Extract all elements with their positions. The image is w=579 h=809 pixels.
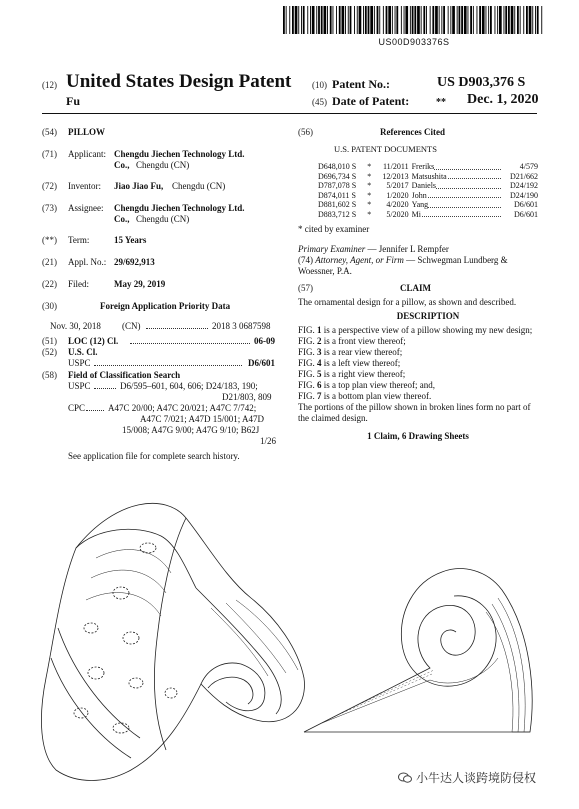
cpc-value-2: A47C 7/021; A47D 15/001; A47D — [140, 414, 265, 424]
barcode-bar — [312, 6, 315, 34]
claim-title: CLAIM — [400, 283, 431, 293]
ref-date: 11/2011 — [382, 162, 409, 171]
barcode-bar — [423, 6, 425, 34]
code-74: (74) — [298, 255, 313, 265]
barcode-bar — [452, 6, 455, 34]
description-item — [298, 369, 538, 380]
barcode-bar — [363, 6, 364, 34]
field-72 — [42, 181, 282, 203]
barcode-bar — [541, 6, 542, 34]
ref-date: 5/2017 — [386, 181, 409, 190]
code-10: (10) — [312, 80, 327, 90]
barcode-bar — [426, 6, 427, 34]
barcode-bar — [374, 6, 375, 34]
barcode-bar — [359, 6, 362, 34]
inventor-short: Fu — [66, 94, 81, 108]
ref-class: D24/192 — [510, 181, 538, 190]
barcode-bar — [473, 6, 474, 34]
ref-number: D883,712 S — [318, 209, 357, 219]
barcode-bar — [388, 6, 391, 34]
barcode-bar — [470, 6, 472, 34]
barcode-bar — [430, 6, 431, 34]
barcode-bar — [532, 6, 533, 34]
reference-row — [318, 181, 538, 191]
ref-star: * — [367, 181, 372, 190]
field-58 — [42, 370, 282, 381]
cpc-value-1: A47C 20/00; A47C 20/021; A47C 7/742; — [108, 403, 257, 413]
code-73: (73) — [42, 203, 57, 213]
barcode-bar — [327, 6, 328, 34]
barcode-bar — [383, 6, 384, 34]
examiner-line — [298, 244, 538, 255]
cpc-value-3: 15/008; A47G 9/00; A47G 9/10; B62J — [122, 425, 260, 435]
uspc-row — [42, 358, 282, 370]
barcode-number: US00D903376S — [378, 37, 450, 47]
ref-number: D648,010 S — [318, 162, 357, 171]
barcode-graphic — [283, 6, 545, 34]
fig-description: is a rear view thereof; — [321, 347, 403, 357]
attorney-label: Attorney, Agent, or Firm — [315, 255, 404, 265]
barcode-bar — [499, 6, 502, 34]
field-30 — [42, 301, 282, 321]
code-71: (71) — [42, 149, 57, 159]
barcode-bar — [298, 6, 299, 34]
fig-description: is a right view thereof; — [321, 369, 406, 379]
term-value: 15 Years — [114, 235, 147, 245]
references-title: References Cited — [380, 127, 446, 137]
barcode-bar — [321, 6, 323, 34]
barcode-bar — [336, 6, 337, 34]
reference-row — [318, 191, 538, 201]
us-patent-docs — [298, 144, 538, 162]
description-item — [298, 325, 538, 336]
field-51 — [42, 336, 282, 347]
barcode-bar — [395, 6, 396, 34]
dot-leader — [412, 216, 501, 217]
assignee-label: Assignee: — [68, 203, 104, 213]
attorney-line — [298, 255, 538, 266]
barcode-bar — [504, 6, 505, 34]
appl-no-value: 29/692,913 — [114, 257, 155, 267]
ref-name-text: John — [411, 190, 427, 200]
cpc-label: CPC — [68, 403, 86, 413]
barcode-bar — [301, 6, 302, 34]
barcode-bar — [348, 6, 349, 34]
pillow-side-drawing — [302, 560, 540, 735]
ref-date: 4/2020 — [386, 200, 409, 209]
barcode-bar — [377, 6, 379, 34]
ref-name — [412, 200, 503, 210]
barcode-bar — [535, 6, 536, 34]
left-column — [42, 127, 282, 463]
barcode-bar — [354, 6, 355, 34]
barcode-bar — [286, 6, 287, 34]
reference-row — [318, 200, 538, 210]
fig-description: is a perspective view of a pillow showing my new design; — [321, 325, 533, 335]
ref-number: D881,602 S — [318, 200, 357, 209]
assignee-location: Chengdu (CN) — [136, 214, 190, 224]
code-58: (58) — [42, 370, 57, 380]
filed-label: Filed: — [68, 279, 90, 289]
fig-number: 6 — [317, 380, 322, 390]
fig-prefix: FIG. — [298, 347, 318, 357]
ref-name-text: Daniels — [411, 181, 437, 190]
description-item — [298, 336, 538, 347]
search-uspc — [42, 381, 282, 403]
barcode-bar — [486, 6, 487, 34]
ref-star: * — [367, 209, 372, 219]
applicant-name-2: Co., — [114, 160, 130, 170]
description-item — [298, 391, 538, 402]
barcode-bar — [421, 6, 422, 34]
patent-no-label: Patent No.: — [332, 77, 390, 91]
barcode-bar — [526, 6, 528, 34]
wechat-icon — [398, 772, 412, 784]
barcode-bar — [357, 6, 358, 34]
barcode-bar — [417, 6, 420, 34]
barcode-bar — [292, 6, 294, 34]
ref-name — [412, 162, 503, 172]
reference-row — [318, 210, 538, 220]
ref-star: * — [367, 200, 372, 209]
examiner-label: Primary Examiner — [298, 244, 366, 254]
priority-title: Foreign Application Priority Data — [100, 301, 231, 311]
fig-description: is a bottom plan view thereof. — [321, 391, 432, 401]
code-22: (22) — [42, 279, 57, 289]
loc-label: LOC (12) Cl. — [68, 336, 119, 346]
barcode-bar — [511, 6, 514, 34]
barcode-bar — [401, 6, 402, 34]
watermark-text: 小牛达人谈跨境防侵权 — [416, 771, 537, 785]
priority-number: 2018 3 0687598 — [212, 321, 271, 331]
ref-number: D787,078 S — [318, 181, 357, 190]
ref-date: 5/2020 — [386, 209, 409, 219]
search-cpc — [42, 403, 282, 451]
fig-description: is a front view thereof; — [321, 336, 406, 346]
barcode-bar — [523, 6, 524, 34]
barcode-bar — [459, 6, 461, 34]
ref-star: * — [367, 171, 372, 181]
fig-prefix: FIG. — [298, 369, 318, 379]
field-57 — [298, 283, 538, 297]
description-item — [298, 358, 538, 369]
attorney-line-2: Woessner, P.A. — [298, 266, 352, 276]
field-73 — [42, 203, 282, 235]
ref-name-text: Mi — [411, 209, 421, 219]
barcode-bar — [508, 6, 510, 34]
barcode-bar — [404, 6, 405, 34]
reference-row — [318, 162, 538, 172]
barcode-bar — [342, 6, 345, 34]
dot-leader — [146, 328, 208, 329]
uspc-label: USPC — [68, 358, 91, 368]
barcode-bar — [461, 6, 463, 34]
code-54: (54) — [42, 127, 57, 137]
dot-leader — [130, 343, 250, 344]
fig-number: 3 — [317, 347, 322, 357]
ref-name — [412, 191, 503, 201]
cited-note: * cited by examiner — [298, 224, 370, 234]
barcode-bar — [295, 6, 298, 34]
dot-leader — [86, 410, 104, 411]
header-rule — [42, 113, 537, 114]
priority-date: Nov. 30, 2018 — [50, 321, 101, 331]
fig-description: is a left view thereof; — [321, 358, 401, 368]
claims-sheets: 1 Claim, 6 Drawing Sheets — [367, 431, 469, 441]
attorney-name: — Schwegman Lundberg & — [406, 255, 508, 265]
barcode-bar — [405, 6, 408, 34]
barcode-bar — [514, 6, 515, 34]
ref-class: D6/601 — [514, 200, 538, 209]
description-title: DESCRIPTION — [396, 311, 460, 321]
barcode-bar — [517, 6, 519, 34]
field-search-label: Field of Classification Search — [68, 370, 181, 380]
ref-class: 4/579 — [519, 162, 538, 171]
barcode-bar — [310, 6, 311, 34]
field-71 — [42, 149, 282, 181]
ref-name — [412, 210, 503, 220]
us-patent-docs-title: U.S. PATENT DOCUMENTS — [334, 144, 437, 154]
barcode-bar — [505, 6, 507, 34]
barcode-bar — [479, 6, 481, 34]
priority-row — [42, 321, 282, 336]
inventor-name: Jiao Jiao Fu, — [114, 181, 164, 191]
filed-value: May 29, 2019 — [114, 279, 166, 289]
barcode-bar — [490, 6, 492, 34]
barcode-bar — [386, 6, 388, 34]
field-52 — [42, 347, 282, 358]
ref-class: D24/190 — [510, 190, 538, 200]
dot-leader — [94, 365, 242, 366]
patent-type: United States Design Patent — [66, 71, 292, 92]
uspc-value: D6/601 — [248, 358, 275, 368]
barcode-bar — [392, 6, 393, 34]
title-pillow: PILLOW — [68, 127, 106, 137]
barcode-bar — [435, 6, 438, 34]
cpc-value-4: 1/26 — [260, 436, 277, 446]
loc-value: 06-09 — [254, 336, 275, 346]
fig-description: is a top plan view thereof; and, — [321, 380, 435, 390]
barcode-bar — [318, 6, 320, 34]
ref-class: D6/601 — [514, 209, 538, 219]
barcode — [283, 6, 545, 34]
code-30: (30) — [42, 301, 57, 311]
code-term: (**) — [42, 235, 57, 245]
ref-name-text: Freriks — [411, 162, 435, 171]
fig-prefix: FIG. — [298, 391, 318, 401]
fig-number: 2 — [317, 336, 322, 346]
barcode-bar — [410, 6, 411, 34]
claim-text: The ornamental design for a pillow, as shown and described. — [298, 297, 517, 307]
ref-date: 1/2020 — [386, 190, 409, 200]
barcode-bar — [412, 6, 414, 34]
search-uspc-label: USPC — [68, 381, 91, 391]
barcode-bar — [283, 6, 285, 34]
code-21: (21) — [42, 257, 57, 267]
fig-number: 5 — [317, 369, 322, 379]
barcode-bar — [432, 6, 434, 34]
field-22 — [42, 279, 282, 301]
search-uspc-value: D6/595–601, 604, 606; D24/183, 190; — [120, 381, 258, 391]
barcode-bar — [333, 6, 334, 34]
barcode-bar — [439, 6, 440, 34]
barcode-bar — [345, 6, 346, 34]
ref-number: D874,011 S — [318, 190, 356, 200]
barcode-bar — [339, 6, 341, 34]
assignee-name: Chengdu Jiechen Technology Ltd. — [114, 203, 245, 213]
barcode-bar — [370, 6, 373, 34]
description-item — [298, 380, 538, 391]
dot-leader — [94, 388, 116, 389]
barcode-bar — [482, 6, 485, 34]
fig-number: 4 — [317, 358, 322, 368]
code-72: (72) — [42, 181, 57, 191]
barcode-bar — [497, 6, 498, 34]
description-list — [298, 325, 538, 402]
search-history-note — [42, 451, 282, 463]
barcode-bar — [520, 6, 521, 34]
code-12: (12) — [42, 80, 57, 90]
applicant-label: Applicant: — [68, 149, 106, 159]
fig-prefix: FIG. — [298, 336, 318, 346]
barcode-bar — [368, 6, 370, 34]
reference-row — [318, 172, 538, 182]
patent-number: US D903,376 S — [437, 75, 526, 90]
barcode-bar — [307, 6, 308, 34]
barcode-bar — [495, 6, 496, 34]
barcode-bar — [396, 6, 398, 34]
barcode-bar — [324, 6, 327, 34]
see-application-text: See application file for complete search history. — [68, 451, 240, 461]
fig-number: 1 — [317, 325, 322, 335]
barcode-bar — [443, 6, 445, 34]
barcode-bar — [477, 6, 478, 34]
field-54 — [42, 127, 282, 149]
patent-date: Dec. 1, 2020 — [467, 92, 539, 107]
inventor-location: Chengdu (CN) — [172, 181, 226, 191]
fig-prefix: FIG. — [298, 325, 318, 335]
code-51: (51) — [42, 336, 57, 346]
code-57: (57) — [298, 283, 313, 293]
ref-star: * — [367, 190, 372, 200]
portions-note: The portions of the pillow shown in broken lines form no part of the claimed design. — [298, 402, 531, 423]
ref-class: D21/662 — [510, 171, 538, 181]
barcode-bar — [468, 6, 469, 34]
barcode-bar — [316, 6, 317, 34]
field-21 — [42, 257, 282, 279]
date-marker: ** — [436, 97, 446, 108]
applicant-name: Chengdu Jiechen Technology Ltd. — [114, 149, 245, 159]
barcode-bar — [457, 6, 458, 34]
barcode-bar — [365, 6, 367, 34]
code-52: (52) — [42, 347, 57, 357]
us-cl-label: U.S. Cl. — [68, 347, 98, 357]
description-item — [298, 347, 538, 358]
barcode-bar — [350, 6, 352, 34]
field-term — [42, 235, 282, 257]
barcode-bar — [450, 6, 451, 34]
ref-name — [412, 181, 503, 191]
barcode-bar — [414, 6, 416, 34]
ref-date: 12/2013 — [382, 171, 409, 181]
code-56: (56) — [298, 127, 313, 137]
ref-name-text: Yang — [411, 200, 429, 209]
barcode-bar — [464, 6, 467, 34]
pillow-perspective-drawing — [36, 488, 312, 788]
appl-no-label: Appl. No.: — [68, 257, 107, 267]
barcode-bar — [330, 6, 332, 34]
ref-name-text: Matsushita — [411, 171, 447, 181]
barcode-bar — [303, 6, 305, 34]
priority-country: (CN) — [122, 321, 141, 331]
barcode-bar — [448, 6, 449, 34]
term-label: Term: — [68, 235, 90, 245]
search-uspc-value-2: D21/803, 809 — [222, 392, 272, 402]
references-table — [318, 162, 538, 219]
code-45: (45) — [312, 97, 327, 107]
barcode-bar — [441, 6, 442, 34]
fig-number: 7 — [317, 391, 322, 401]
barcode-bar — [379, 6, 380, 34]
assignee-name-2: Co., — [114, 214, 130, 224]
fig-prefix: FIG. — [298, 358, 318, 368]
inventor-label: Inventor: — [68, 181, 101, 191]
barcode-bar — [488, 6, 489, 34]
examiner-name: — Jennifer L Rempfer — [367, 244, 449, 254]
date-label: Date of Patent: — [332, 94, 410, 108]
barcode-bar — [529, 6, 532, 34]
fig-prefix: FIG. — [298, 380, 318, 390]
field-56 — [298, 127, 538, 144]
barcode-bar — [537, 6, 539, 34]
ref-number: D696,734 S — [318, 171, 357, 181]
ref-star: * — [367, 162, 372, 171]
ref-name — [412, 172, 503, 182]
right-column — [298, 127, 538, 442]
watermark — [398, 769, 536, 786]
barcode-bar — [289, 6, 290, 34]
applicant-location: Chengdu (CN) — [136, 160, 190, 170]
